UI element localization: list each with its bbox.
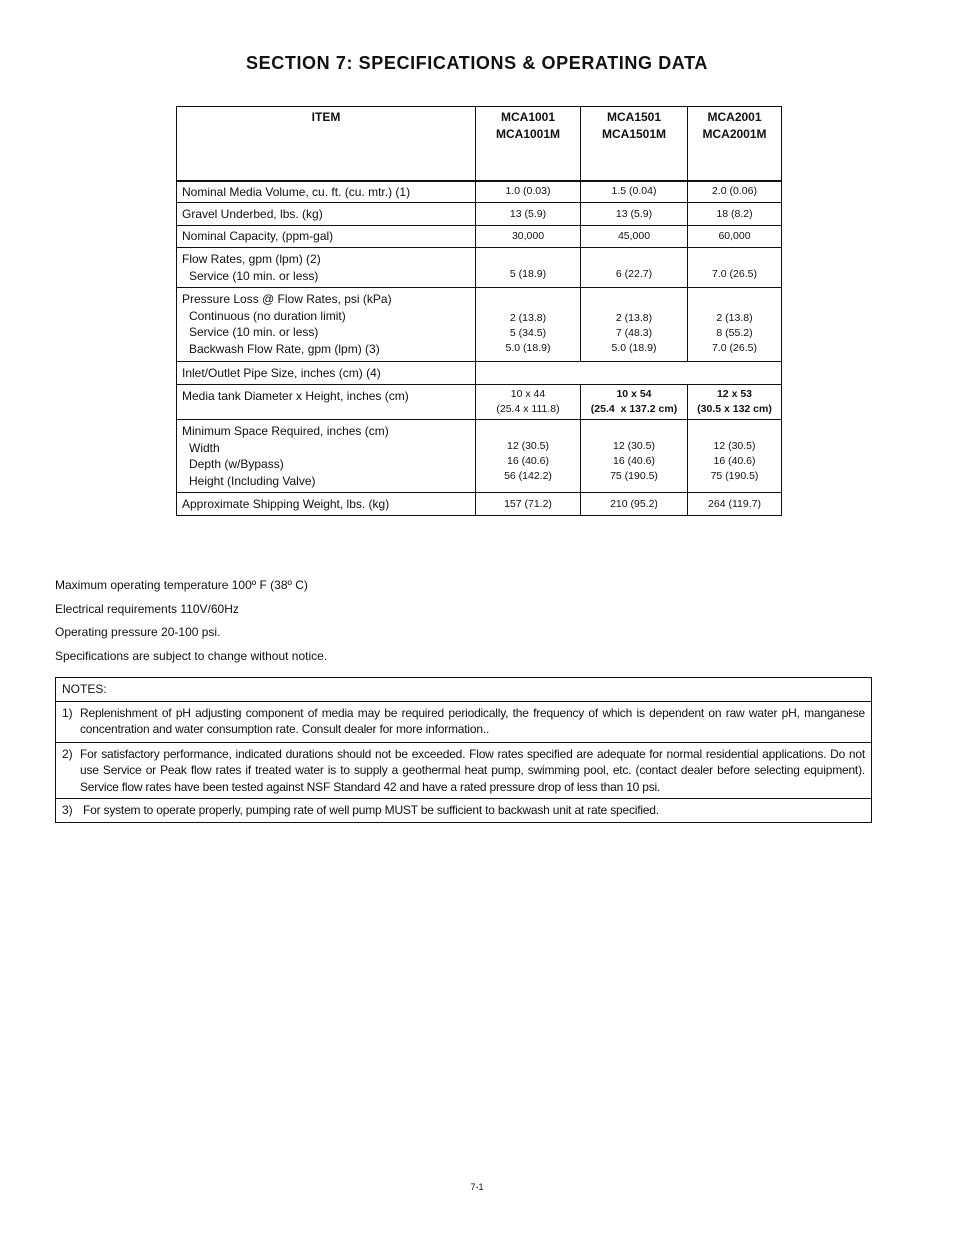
- value-line: 2 (13.8): [615, 312, 653, 324]
- notes-table: [55, 677, 872, 823]
- note-row: [56, 799, 872, 823]
- row-label: Nominal Media Volume, cu. ft. (cu. mtr.) (1): [177, 181, 476, 203]
- row-sublabel: Continuous (no duration limit): [189, 308, 346, 323]
- value-line: 16 (40.6): [612, 455, 656, 467]
- operating-info-line: Electrical requirements 110V/60Hz: [55, 601, 239, 616]
- section-title: SECTION 7: SPECIFICATIONS & OPERATING DATA: [246, 53, 708, 73]
- model-name: MCA1501: [606, 110, 662, 124]
- value-line: (25.4 x 111.8): [496, 403, 560, 415]
- note-text: For satisfactory performance, indicated durations should not be exceeded. Flow rates specified are adequate for normal residential applications. Do not use Service or Peak flow rates if treated water is to supply a geothermal heat pump, swimming pool, etc. (contact dealer before selecting equipment). Service flow rates have been tested against NSF Standard 42 and have a rated pressure drop of less than 10 psi.: [80, 746, 865, 794]
- row-label: Flow Rates, gpm (lpm) (2): [182, 252, 321, 266]
- row-sublabel: Service (10 min. or less): [189, 268, 319, 283]
- model-name-metric: MCA2001M: [702, 127, 767, 141]
- page-number: 7-1: [470, 1182, 484, 1192]
- model-column-header: [476, 107, 581, 181]
- value-line: 12 (30.5): [612, 440, 656, 452]
- note-text: Replenishment of pH adjusting component of media may be required periodically, the frequency of which is dependent on raw water pH, manganese concentration and water consumption rate. Consult dealer for more information..: [80, 705, 865, 736]
- value-cell: 7.0 (26.5): [688, 248, 782, 288]
- table-row: [177, 362, 782, 385]
- value-line: 2 (13.8): [509, 312, 547, 324]
- note-number: 1): [62, 705, 73, 720]
- value-cell: 60,000: [688, 226, 782, 248]
- value-cell: [476, 420, 581, 493]
- value-line: 75 (190.5): [610, 470, 658, 482]
- value-line: 12 (30.5): [713, 440, 756, 452]
- row-sublabel: Height (Including Valve): [189, 473, 316, 488]
- value-cell: 264 (119.7): [688, 493, 782, 516]
- value-cell: [688, 288, 782, 362]
- value-line: 8 (55.2): [716, 327, 753, 339]
- notes-heading: NOTES:: [56, 678, 872, 702]
- note-row: [56, 742, 872, 799]
- value-line: 5 (34.5): [509, 327, 547, 339]
- specifications-table: [176, 106, 782, 516]
- value-line: 56 (142.2): [504, 470, 552, 482]
- value-cell: 2.0 (0.06): [688, 181, 782, 203]
- table-row: [177, 493, 782, 516]
- value-line: (25.4 x 137.2 cm): [590, 403, 678, 415]
- value-line: 75 (190.5): [710, 470, 759, 482]
- model-name: MCA2001: [707, 110, 762, 124]
- model-column-header: [688, 107, 782, 181]
- value-cell: 13 (5.9): [476, 203, 581, 226]
- table-row: [177, 385, 782, 420]
- operating-info-line: Maximum operating temperature 100º F (38º C): [55, 578, 308, 592]
- model-name-metric: MCA1501M: [601, 127, 667, 141]
- note-number: 2): [62, 746, 73, 761]
- row-label: Minimum Space Required, inches (cm): [182, 424, 389, 438]
- value-cell: 210 (95.2): [581, 493, 688, 516]
- row-label: Pressure Loss @ Flow Rates, psi (kPa): [182, 292, 392, 306]
- operating-info: [55, 574, 327, 669]
- row-label: Nominal Capacity, (ppm-gal): [177, 226, 476, 248]
- table-row: [177, 288, 782, 362]
- value-cell: 18 (8.2): [688, 203, 782, 226]
- row-sublabel: Width: [189, 440, 220, 455]
- note-text: For system to operate properly, pumping rate of well pump MUST be sufficient to backwash unit at rate specified.: [83, 803, 659, 817]
- value-cell: [476, 385, 581, 420]
- value-line: (30.5 x 132 cm): [697, 403, 772, 415]
- note-item: [62, 802, 865, 819]
- row-sublabel: Service (10 min. or less): [189, 325, 319, 339]
- value-cell: 1.5 (0.04): [581, 181, 688, 203]
- value-cell: 45,000: [581, 226, 688, 248]
- value-cell: 6 (22.7): [581, 248, 688, 288]
- value-line: 10 x 54: [616, 388, 652, 400]
- value-cell: [476, 288, 581, 362]
- table-header-row: [177, 107, 782, 181]
- note-item: [62, 705, 865, 738]
- row-label-cell: [177, 420, 476, 493]
- merged-empty-cell: [476, 362, 782, 385]
- value-line: 7.0 (26.5): [712, 342, 757, 354]
- value-cell: 157 (71.2): [476, 493, 581, 516]
- row-label-cell: [177, 288, 476, 362]
- note-row: [56, 701, 872, 742]
- value-line: 7 (48.3): [615, 327, 653, 339]
- model-column-header: [581, 107, 688, 181]
- note-number: 3): [62, 803, 73, 817]
- table-row: [177, 420, 782, 493]
- note-cell: [56, 742, 872, 799]
- row-sublabel: Depth (w/Bypass): [189, 457, 284, 471]
- value-line: 16 (40.6): [506, 455, 550, 467]
- notes-heading-row: [56, 678, 872, 702]
- row-label: Approximate Shipping Weight, lbs. (kg): [177, 493, 476, 516]
- row-label-cell: [177, 248, 476, 288]
- value-cell: 30,000: [476, 226, 581, 248]
- value-cell: [581, 420, 688, 493]
- table-row: [177, 181, 782, 203]
- value-cell: [688, 385, 782, 420]
- row-label: Media tank Diameter x Height, inches (cm): [177, 385, 476, 420]
- note-cell: [56, 701, 872, 742]
- value-line: 10 x 44: [510, 388, 546, 400]
- table-row: [177, 226, 782, 248]
- operating-info-line: Specifications are subject to change without notice.: [55, 649, 328, 664]
- table-row: [177, 203, 782, 226]
- value-line: 5.0 (18.9): [611, 342, 657, 354]
- value-cell: [581, 288, 688, 362]
- model-name-metric: MCA1001M: [495, 127, 561, 141]
- value-cell: 13 (5.9): [581, 203, 688, 226]
- value-cell: 5 (18.9): [476, 248, 581, 288]
- row-label: Inlet/Outlet Pipe Size, inches (cm) (4): [177, 362, 476, 385]
- row-label: Gravel Underbed, lbs. (kg): [177, 203, 476, 226]
- table-row: [177, 248, 782, 288]
- value-cell: [581, 385, 688, 420]
- note-item: [62, 746, 865, 796]
- row-sublabel: Backwash Flow Rate, gpm (lpm) (3): [189, 341, 380, 356]
- item-column-header: ITEM: [177, 107, 476, 181]
- value-cell: [688, 420, 782, 493]
- operating-info-line: Operating pressure 20-100 psi.: [55, 625, 221, 640]
- note-cell: [56, 799, 872, 823]
- value-line: 2 (13.8): [716, 312, 753, 324]
- value-line: 5.0 (18.9): [505, 342, 551, 354]
- model-name: MCA1001: [500, 110, 556, 124]
- value-cell: 1.0 (0.03): [476, 181, 581, 203]
- value-line: 16 (40.6): [713, 455, 756, 467]
- value-line: 12 (30.5): [506, 440, 550, 452]
- value-line: 12 x 53: [716, 388, 753, 400]
